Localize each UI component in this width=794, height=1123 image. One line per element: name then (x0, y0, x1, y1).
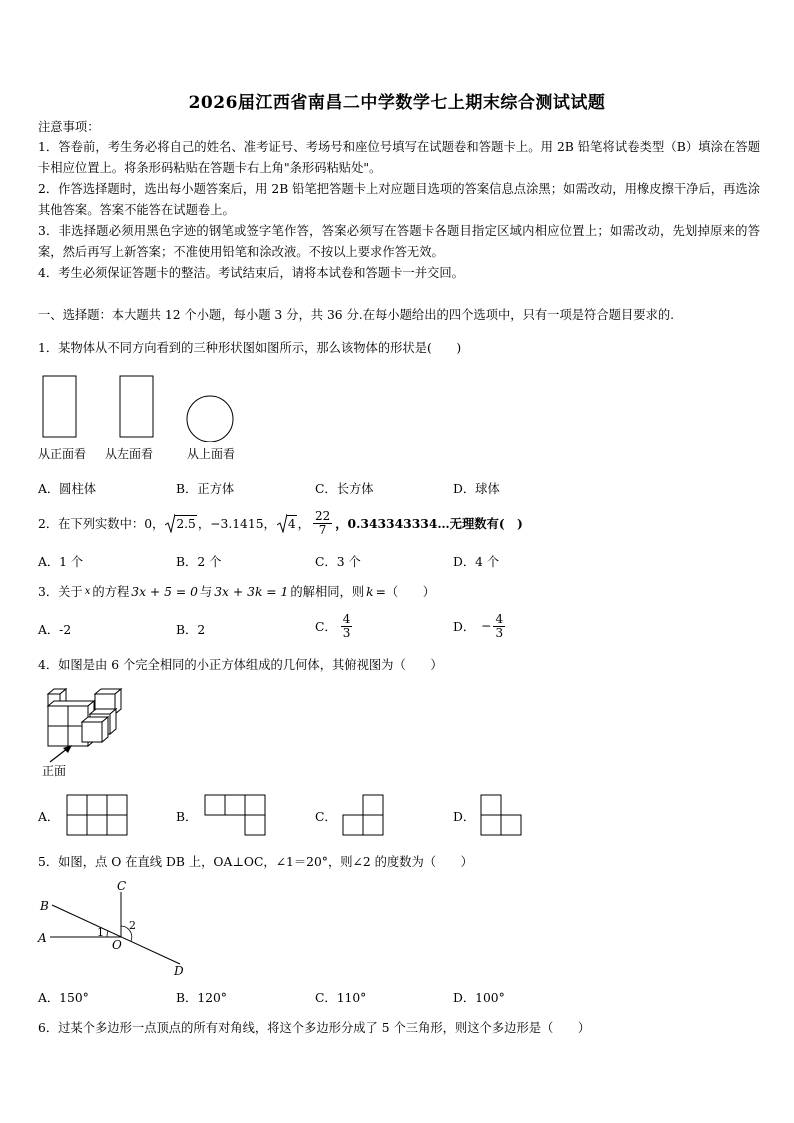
q2-sqrt-2-5 (165, 513, 197, 533)
q3-equation-1: 3x + 5 = 0 (131, 585, 198, 599)
q4-option-a: A． (38, 810, 60, 824)
label-c: C (117, 879, 127, 893)
q4-option-c-figure (342, 794, 384, 836)
caption-front: 从正面看 (38, 447, 87, 461)
q3-text-3: 与 (199, 585, 213, 599)
q3-option-a: A．-2 (38, 623, 72, 637)
caption-left: 从左面看 (105, 447, 154, 461)
q3-option-c-fraction (341, 613, 353, 640)
q2-option-c: C．3 个 (315, 555, 361, 569)
left-view-rect (120, 376, 153, 437)
q3-d-denominator: 3 (495, 625, 504, 640)
q4-front-label: 正面 (42, 764, 67, 778)
angle-1-arc (107, 931, 108, 937)
q3-option-b: B．2 (176, 623, 206, 637)
q2-sqrt-1-value: 2.5 (176, 516, 196, 531)
label-o: O (112, 938, 122, 952)
question-4-stem: 4．如图是由 6 个完全相同的小正方体组成的几何体，其俯视图为（ ） (38, 658, 443, 672)
q5-option-b: B．120° (176, 991, 227, 1005)
notice-item-3: 3．非选择题必须用黑色字迹的钢笔或签字笔作答，答案必须写在答题卡各题目指定区域内相应位置上；如需改动，先划掉原来的答案，然后再写上新答案；不准使用铅笔和涂改液。不按以上要求作答无效。 (38, 224, 760, 259)
top-view-circle (187, 396, 233, 442)
q3-option-d (453, 606, 505, 646)
q1-option-a: A．圆柱体 (38, 482, 97, 496)
q4-option-d-figure (480, 794, 522, 836)
q2-frac-numerator: 22 (314, 508, 331, 523)
q2-option-a: A．1 个 (38, 555, 84, 569)
q2-option-d: D．4 个 (453, 555, 500, 569)
q4-option-a-figure (66, 794, 128, 836)
q3-text-1: 3．关于 (38, 585, 83, 599)
front-view-rect (43, 376, 76, 437)
q4-option-d: D． (453, 810, 476, 824)
page-title: 2026届江西省南昌二中学数学七上期末综合测试试题 (188, 93, 606, 113)
q3-text-2: 的方程 (92, 585, 130, 599)
q2-frac-denominator: 7 (318, 522, 327, 537)
q5-angle-figure (34, 876, 204, 980)
q2-suffix: ，0.343343334…无理数有( ) (335, 516, 523, 531)
question-1-stem: 1．某物体从不同方向看到的三种形状图如图所示，那么该物体的形状是( ) (38, 341, 462, 355)
section-heading: 一、选择题：本大题共 12 个小题，每小题 3 分，共 36 分.在每小题给出的四个选项中，只有一项是符合题目要求的. (38, 308, 675, 322)
q3-option-d-label: D． (453, 620, 476, 634)
q3-var-x: x (84, 586, 91, 597)
sqrt-sign-icon (277, 513, 287, 533)
q2-sqrt-4 (277, 513, 297, 533)
q2-mid1: ，−3.1415， (197, 517, 276, 531)
label-angle-1: 1 (97, 926, 104, 939)
q2-sep: ， (297, 517, 310, 531)
q5-option-a: A．150° (38, 991, 89, 1005)
q2-sqrt-2-value: 4 (287, 516, 296, 531)
q4-option-b: B． (176, 810, 198, 824)
q1-option-d: D．球体 (453, 482, 500, 496)
line-bd (52, 905, 180, 964)
q4-option-b-figure (204, 794, 266, 836)
q2-option-b: B．2 个 (176, 555, 222, 569)
q3-d-numerator: 4 (495, 611, 504, 626)
q3-equation-2: 3x + 3k = 1 (214, 585, 289, 599)
q5-option-d: D．100° (453, 991, 505, 1005)
label-angle-2: 2 (129, 919, 136, 932)
q2-fraction (313, 510, 332, 537)
label-d: D (174, 964, 184, 978)
q1-option-c: C．长方体 (315, 482, 374, 496)
q2-prefix: 2．在下列实数中：0， (38, 517, 165, 531)
q5-option-c: C．110° (315, 991, 367, 1005)
q3-d-sign: − (481, 619, 492, 633)
q3-option-c-label: C． (315, 620, 337, 634)
q3-text-5: =（ ） (375, 585, 436, 599)
notice-item-2: 2．作答选择题时，选出每小题答案后，用 2B 铅笔把答题卡上对应题目选项的答案信息点涂黑；如需改动，用橡皮擦干净后，再选涂其他答案。答案不能答在试题卷上。 (38, 182, 760, 217)
q3-var-k: k (366, 585, 374, 599)
label-b: B (40, 899, 49, 913)
question-3-stem (38, 582, 435, 600)
question-2-stem (38, 505, 523, 541)
q4-cube-solid-figure (40, 684, 140, 764)
q3-c-denominator: 3 (342, 625, 351, 640)
caption-top: 从上面看 (187, 447, 236, 461)
q1-option-b: B．正方体 (176, 482, 235, 496)
notice-heading: 注意事项： (38, 120, 100, 134)
question-6-stem: 6．过某个多边形一点顶点的所有对角线，将这个多边形分成了 5 个三角形，则这个多边形是（ ） (38, 1021, 591, 1035)
sqrt-sign-icon (165, 513, 175, 533)
question-5-stem: 5．如图，点 O 在直线 DB 上，OA⊥OC，∠1＝20°，则∠2 的度数为（ ） (38, 855, 473, 869)
q3-c-numerator: 4 (342, 611, 351, 626)
label-a: A (38, 931, 47, 945)
q1-three-views-figure (38, 372, 248, 442)
q4-option-c: C． (315, 810, 337, 824)
q3-text-4: 的解相同，则 (290, 585, 365, 599)
notice-item-4: 4．考生必须保证答题卡的整洁。考试结束后，请将本试卷和答题卡一并交回。 (38, 266, 464, 280)
notice-item-1: 1．答卷前，考生务必将自己的姓名、准考证号、考场号和座位号填写在试题卷和答题卡上。用 2B 铅笔将试卷类型（B）填涂在答题卡相应位置上。将条形码粘贴在答题卡右上角"条形码粘贴处"。 (38, 140, 760, 175)
q3-option-d-fraction (493, 613, 505, 640)
q3-option-c (315, 606, 352, 646)
